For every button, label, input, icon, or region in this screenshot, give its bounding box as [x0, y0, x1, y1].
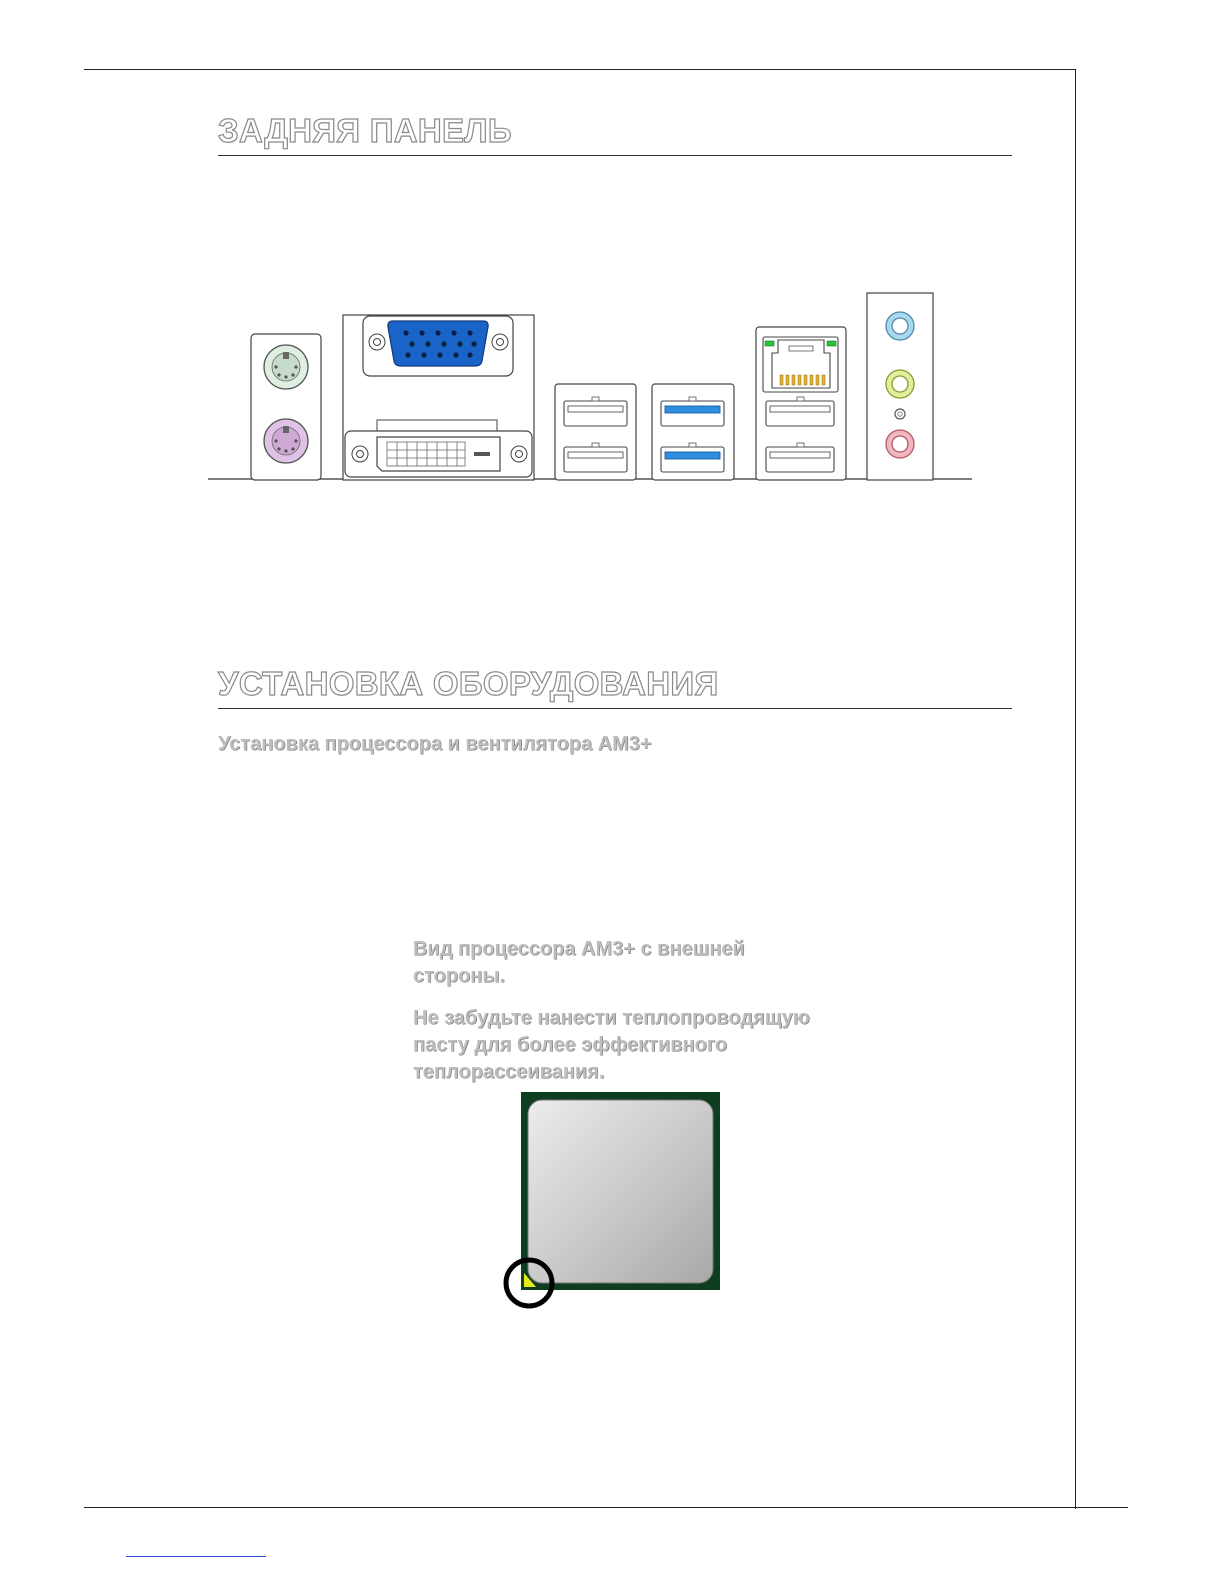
ps2-block	[251, 334, 321, 480]
usb2-ports	[555, 384, 636, 480]
thermal-paste-caption: Не забудьте нанести теплопроводящую пасту для более эффективного теплорассеивания.	[413, 1007, 810, 1083]
lan-port	[763, 337, 838, 392]
ps2-keyboard-port	[264, 419, 308, 463]
rear-panel-title: ЗАДНЯЯ ПАНЕЛЬ	[218, 112, 512, 149]
page-frame-right	[1075, 69, 1076, 1509]
rear-panel-rule	[218, 155, 1012, 156]
page-frame-top	[84, 69, 1076, 70]
hardware-setup-rule	[218, 708, 1012, 709]
rear-panel-illustration	[200, 285, 980, 485]
hardware-setup-title: УСТАНОВКА ОБОРУДОВАНИЯ	[218, 665, 719, 702]
usb3-ports	[652, 384, 734, 480]
page-frame-bottom	[84, 1507, 1128, 1508]
vga-port	[363, 316, 513, 376]
cpu-heatspreader	[528, 1100, 713, 1283]
ps2-mouse-port	[264, 345, 308, 389]
cpu-install-subheading: Установка процессора и вентилятора AM3+	[218, 733, 652, 755]
footer-underline	[126, 1556, 266, 1557]
audio-jacks	[867, 293, 933, 480]
video-block	[343, 315, 534, 480]
lan-usb-block	[756, 327, 846, 480]
cpu-illustration	[498, 1088, 728, 1318]
cpu-view-caption: Вид процессора AM3+ с внешней стороны.	[413, 938, 745, 987]
